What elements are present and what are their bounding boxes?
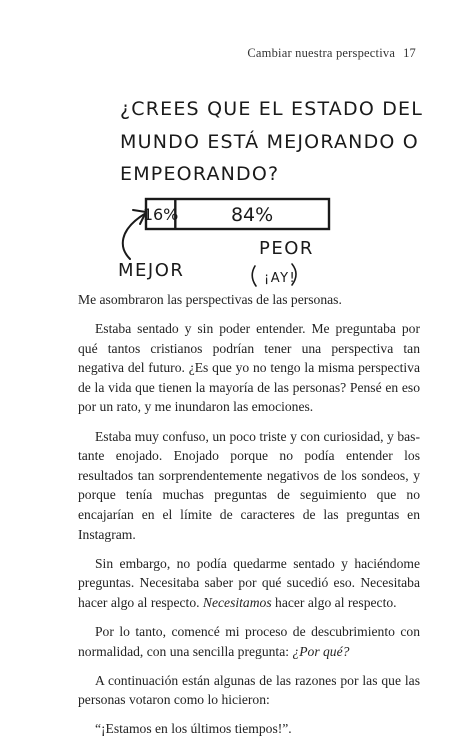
paragraph-5-text: Por lo tanto, comencé mi proceso de descubrimiento con normalidad, con una sencilla pregunta: — [78, 623, 420, 659]
paragraph-4-tail: hacer algo al respecto. — [271, 594, 397, 610]
paragraph-2: Estaba sentado y sin poder entender. Me preguntaba por qué tantos cristianos podrían tener una perspectiva tan negativa del futuro. ¿Es que yo no tengo la misma perspectiva de la vida que tienen la mayoría de las personas? Pensé en eso por un rato, y me inundaron las emociones. — [78, 321, 420, 415]
paragraph-5 — [78, 622, 420, 661]
body-text — [78, 290, 420, 748]
worse-aside: ¡AY! — [264, 271, 297, 286]
worse-caption: PEOR — [259, 238, 314, 259]
paragraph-4 — [78, 554, 420, 613]
worse-percent-label: 84% — [230, 204, 274, 226]
question-line-2: MUNDO ESTÁ MEJORANDO O — [120, 131, 419, 153]
paragraph-7: “¡Estamos en los últimos tiempos!”. — [95, 721, 292, 737]
question-line-1: ¿CREES QUE EL ESTADO DEL — [120, 98, 424, 120]
question-line-3: EMPEORANDO? — [120, 163, 280, 185]
paragraph-3: Estaba muy confuso, un poco triste y con curiosidad, y bastante enojado. Enojado porque no podía entender los resultados tan sorprendentemente negativos de los sondeos, y porque tenía muchas preguntas de seguimiento que no encajarían en el límite de caracteres de las preguntas en Instagram. — [78, 428, 420, 542]
page-number: 17 — [403, 46, 416, 60]
paragraph-1: Me asombraron las perspectivas de las personas. — [78, 292, 342, 307]
emphasis-por-que: ¿Por qué? — [292, 643, 350, 659]
paragraph-4-text: Sin embargo, no podía quedarme sentado y haciéndome preguntas. Necesitaba saber por qué sucedió eso. Necesitaba hacer algo al respecto. — [78, 555, 420, 610]
poll-sketch — [0, 0, 476, 290]
paragraph-6: A continuación están algunas de las razones por las que las personas votaron como lo hicieron: — [78, 672, 420, 708]
chapter-title: Cambiar nuestra perspectiva — [247, 46, 396, 60]
aside-left-paren — [252, 266, 256, 286]
poll-bar — [143, 199, 329, 229]
better-percent-label: 16% — [142, 205, 179, 224]
better-caption: MEJOR — [118, 260, 185, 281]
emphasis-necesitamos: Necesitamos — [202, 594, 272, 610]
